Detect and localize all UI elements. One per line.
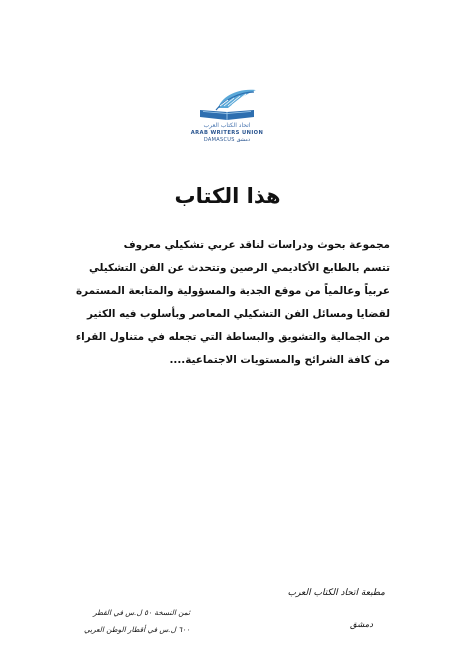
book-description <box>52 234 390 372</box>
description-line: لقضايا ومسائل الفن التشكيلي المعاصر وبأسلوب فيه الكثير <box>87 308 390 320</box>
description-line: من الجمالية والتشويق والبساطة التي تجعله في متناول القراء <box>75 331 390 343</box>
publisher-city: دمشق <box>349 620 373 630</box>
price-arab-countries: ٦٠٠ ل.س في أقطار الوطن العربي <box>83 625 190 634</box>
description-line: مجموعة بحوث ودراسات لناقد عربي تشكيلي معروف <box>123 239 390 251</box>
page-title: هذا الكتاب <box>174 184 281 208</box>
feather-book-icon <box>188 86 266 122</box>
price-info <box>58 604 190 638</box>
logo-city: DAMASCUS دمشق <box>203 137 251 143</box>
price-local: ثمن النسخة ٥٠ ل.س في القطر <box>93 608 190 617</box>
description-line: عربياً وعالمياً من موقع الجدية والمسؤولية والمتابعة المستمرة <box>76 285 390 297</box>
description-line: تتسم بالطابع الأكاديمي الرصين وتتحدث عن الفن التشكيلي <box>88 262 390 274</box>
publisher-name: مطبعة اتحاد الكتاب العرب <box>287 588 385 598</box>
logo-arabic-name: اتحاد الكتاب العرب <box>203 122 251 129</box>
description-line: من كافة الشرائح والمستويات الاجتماعية.... <box>169 354 390 366</box>
logo-english-name: ARAB WRITERS UNION <box>190 130 264 136</box>
arab-writers-union-logo <box>188 86 266 143</box>
